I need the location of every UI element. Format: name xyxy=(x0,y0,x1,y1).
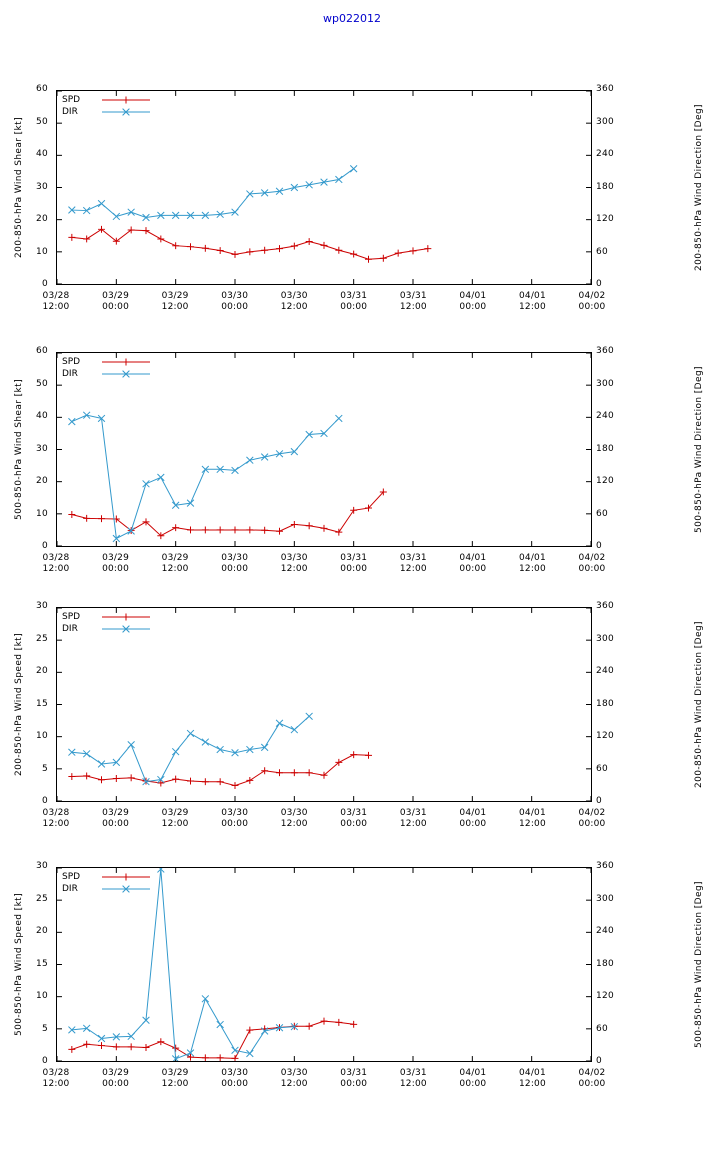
legend-label-dir: DIR xyxy=(62,107,78,117)
legend-entry-spd xyxy=(62,871,154,883)
y-tick-label-right: 300 xyxy=(596,633,615,644)
x-tick-label: 04/01 00:00 xyxy=(459,291,487,312)
legend-label-spd: SPD xyxy=(62,357,81,367)
y-tick-label-right: 60 xyxy=(596,246,609,257)
chart-panel-3 xyxy=(0,555,704,827)
x-tick-label: 03/31 12:00 xyxy=(399,291,427,312)
y-axis-label-right: 200-850-hPa Wind Direction [Deg] xyxy=(694,104,704,271)
x-tick-label: 04/01 12:00 xyxy=(518,291,546,312)
legend-label-dir: DIR xyxy=(62,624,78,634)
x-tick-label: 04/01 12:00 xyxy=(518,808,546,829)
x-tick-label: 03/28 12:00 xyxy=(42,553,70,574)
y-axis-label-left: 500-850-hPa Wind Speed [kt] xyxy=(14,892,24,1037)
x-tick-label: 03/30 00:00 xyxy=(221,291,249,312)
y-tick-label-left: 10 xyxy=(35,991,48,1001)
chart-panel-1 xyxy=(0,38,704,310)
y-tick-label-left: 25 xyxy=(35,633,48,644)
legend-entry-dir xyxy=(62,368,154,380)
y-tick-label-right: 240 xyxy=(596,666,615,676)
chart-panel-4 xyxy=(0,815,704,1087)
y-tick-label-right: 300 xyxy=(596,378,615,389)
x-tick-label: 03/28 12:00 xyxy=(42,1068,70,1089)
y-tick-label-left: 5 xyxy=(41,1023,48,1034)
y-tick-label-left: 30 xyxy=(35,443,48,454)
x-tick-label: 04/01 00:00 xyxy=(459,808,487,829)
y-tick-label-left: 60 xyxy=(35,346,48,356)
y-tick-label-right: 180 xyxy=(596,443,615,454)
y-tick-label-left: 40 xyxy=(35,411,48,421)
y-tick-label-right: 360 xyxy=(596,84,615,94)
x-tick-label: 03/30 12:00 xyxy=(280,1068,308,1089)
y-tick-label-right: 60 xyxy=(596,1023,609,1034)
x-tick-label: 04/02 00:00 xyxy=(578,291,606,312)
plot-area xyxy=(56,352,592,547)
x-tick-label: 03/31 12:00 xyxy=(399,808,427,829)
x-tick-label: 04/02 00:00 xyxy=(578,553,606,574)
x-tick-label: 03/31 12:00 xyxy=(399,1068,427,1089)
y-tick-label-right: 300 xyxy=(596,893,615,904)
y-tick-label-right: 120 xyxy=(596,731,615,741)
y-tick-label-right: 120 xyxy=(596,214,615,224)
y-tick-label-left: 10 xyxy=(35,246,48,257)
y-tick-label-left: 0 xyxy=(41,279,48,289)
y-tick-label-right: 0 xyxy=(596,796,603,806)
y-tick-label-left: 20 xyxy=(35,476,48,486)
x-tick-label: 03/28 12:00 xyxy=(42,808,70,829)
x-tick-label: 03/30 00:00 xyxy=(221,553,249,574)
x-tick-label: 04/01 12:00 xyxy=(518,1068,546,1089)
y-tick-label-right: 240 xyxy=(596,926,615,936)
y-tick-label-left: 60 xyxy=(35,84,48,94)
chart-legend xyxy=(62,356,154,380)
y-tick-label-left: 25 xyxy=(35,893,48,904)
y-tick-label-right: 60 xyxy=(596,763,609,774)
x-tick-label: 03/29 12:00 xyxy=(161,291,189,312)
chart-legend xyxy=(62,871,154,895)
y-tick-label-right: 120 xyxy=(596,476,615,486)
y-axis-label-left: 200-850-hPa Wind Shear [kt] xyxy=(14,116,24,259)
x-tick-label: 03/28 12:00 xyxy=(42,291,70,312)
y-axis-label-right: 200-850-hPa Wind Direction [Deg] xyxy=(694,621,704,788)
y-tick-label-left: 10 xyxy=(35,731,48,741)
plot-area xyxy=(56,607,592,802)
x-tick-label: 04/02 00:00 xyxy=(578,808,606,829)
x-tick-label: 03/30 00:00 xyxy=(221,808,249,829)
x-tick-label: 03/31 00:00 xyxy=(340,291,368,312)
x-tick-label: 03/29 00:00 xyxy=(102,808,130,829)
y-axis-label-right: 500-850-hPa Wind Direction [Deg] xyxy=(694,881,704,1048)
x-tick-label: 03/30 12:00 xyxy=(280,808,308,829)
plot-area xyxy=(56,90,592,285)
y-tick-label-left: 0 xyxy=(41,1056,48,1066)
x-tick-label: 03/30 12:00 xyxy=(280,291,308,312)
legend-label-dir: DIR xyxy=(62,369,78,379)
y-tick-label-right: 180 xyxy=(596,181,615,192)
x-tick-label: 03/31 12:00 xyxy=(399,553,427,574)
y-tick-label-right: 300 xyxy=(596,116,615,127)
legend-entry-dir xyxy=(62,106,154,118)
chart-panel-2 xyxy=(0,300,704,572)
y-tick-label-left: 30 xyxy=(35,181,48,192)
legend-label-spd: SPD xyxy=(62,872,81,882)
legend-entry-dir xyxy=(62,623,154,635)
legend-entry-spd xyxy=(62,94,154,106)
x-tick-label: 03/29 00:00 xyxy=(102,553,130,574)
x-tick-label: 04/01 00:00 xyxy=(459,553,487,574)
y-axis-label-right: 500-850-hPa Wind Direction [Deg] xyxy=(694,366,704,533)
x-tick-label: 04/01 12:00 xyxy=(518,553,546,574)
x-tick-label: 03/31 00:00 xyxy=(340,808,368,829)
y-tick-label-left: 30 xyxy=(35,861,48,871)
y-tick-label-left: 50 xyxy=(35,378,48,389)
legend-entry-spd xyxy=(62,356,154,368)
y-tick-label-right: 0 xyxy=(596,541,603,551)
y-tick-label-right: 0 xyxy=(596,279,603,289)
y-tick-label-left: 40 xyxy=(35,149,48,159)
legend-label-spd: SPD xyxy=(62,95,81,105)
y-tick-label-right: 360 xyxy=(596,861,615,871)
x-tick-label: 03/29 00:00 xyxy=(102,1068,130,1089)
y-tick-label-right: 240 xyxy=(596,411,615,421)
legend-label-spd: SPD xyxy=(62,612,81,622)
y-tick-label-left: 10 xyxy=(35,508,48,519)
x-tick-label: 03/30 00:00 xyxy=(221,1068,249,1089)
legend-label-dir: DIR xyxy=(62,884,78,894)
chart-legend xyxy=(62,611,154,635)
legend-entry-spd xyxy=(62,611,154,623)
x-tick-label: 04/01 00:00 xyxy=(459,1068,487,1089)
y-tick-label-right: 60 xyxy=(596,508,609,519)
y-tick-label-left: 5 xyxy=(41,763,48,774)
x-tick-label: 03/29 12:00 xyxy=(161,1068,189,1089)
y-tick-label-left: 20 xyxy=(35,666,48,676)
y-tick-label-right: 360 xyxy=(596,601,615,611)
x-tick-label: 03/29 00:00 xyxy=(102,291,130,312)
y-axis-label-left: 500-850-hPa Wind Shear [kt] xyxy=(14,378,24,521)
y-tick-label-left: 50 xyxy=(35,116,48,127)
y-tick-label-right: 120 xyxy=(596,991,615,1001)
chart-legend xyxy=(62,94,154,118)
y-tick-label-right: 180 xyxy=(596,958,615,969)
y-axis-label-left: 200-850-hPa Wind Speed [kt] xyxy=(14,632,24,777)
y-tick-label-left: 15 xyxy=(35,698,48,709)
legend-entry-dir xyxy=(62,883,154,895)
x-tick-label: 03/31 00:00 xyxy=(340,553,368,574)
y-tick-label-left: 0 xyxy=(41,796,48,806)
y-tick-label-left: 0 xyxy=(41,541,48,551)
y-tick-label-left: 20 xyxy=(35,214,48,224)
x-tick-label: 03/31 00:00 xyxy=(340,1068,368,1089)
y-tick-label-right: 180 xyxy=(596,698,615,709)
x-tick-label: 03/29 12:00 xyxy=(161,808,189,829)
y-tick-label-right: 360 xyxy=(596,346,615,356)
y-tick-label-right: 0 xyxy=(596,1056,603,1066)
plot-area xyxy=(56,867,592,1062)
page-title: wp022012 xyxy=(323,12,381,25)
x-tick-label: 04/02 00:00 xyxy=(578,1068,606,1089)
y-tick-label-right: 240 xyxy=(596,149,615,159)
y-tick-label-left: 30 xyxy=(35,601,48,611)
y-tick-label-left: 15 xyxy=(35,958,48,969)
y-tick-label-left: 20 xyxy=(35,926,48,936)
x-tick-label: 03/29 12:00 xyxy=(161,553,189,574)
x-tick-label: 03/30 12:00 xyxy=(280,553,308,574)
